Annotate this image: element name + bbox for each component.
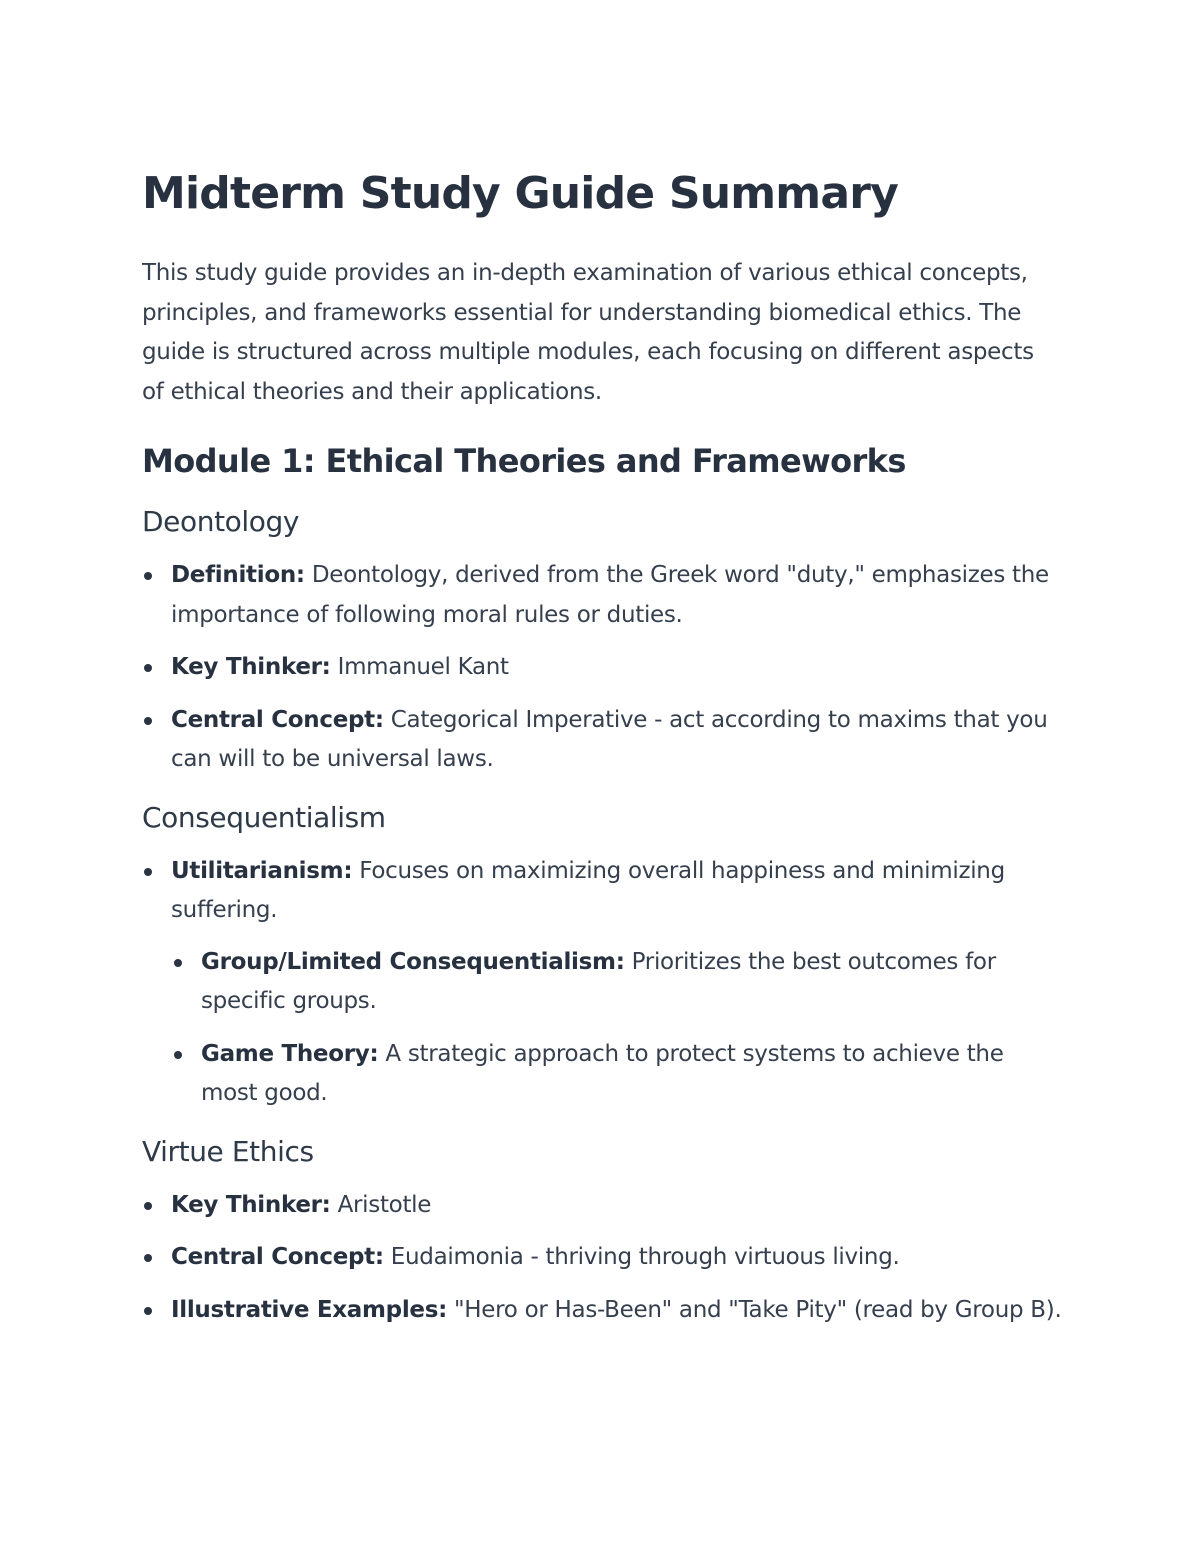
page-title: Midterm Study Guide Summary: [142, 168, 899, 219]
list-item: Central Concept: Categorical Imperative - act according to maxims that you can will to be universal laws.: [142, 701, 1062, 780]
bullet-icon: [144, 868, 152, 876]
item-label: Game Theory: [201, 1040, 370, 1067]
deontology-heading: Deontology: [142, 505, 300, 538]
bullet-icon: [174, 1051, 182, 1059]
item-text: "Hero or Has-Been" and "Take Pity" (read by Group B).: [447, 1296, 1062, 1323]
bullet-icon: [144, 717, 152, 725]
document-page: [142, 164, 1062, 1330]
bullet-icon: [144, 1202, 152, 1210]
item-label: Utilitarianism: [171, 857, 344, 884]
module-1-heading: Module 1: Ethical Theories and Frameworks: [142, 442, 906, 480]
item-text: Deontology, derived from the Greek word "duty," emphasizes the importance of following moral rules or duties.: [171, 562, 1049, 628]
bullet-icon: [144, 1307, 152, 1315]
item-text: Focuses on maximizing overall happiness and minimizing suffering.: [171, 857, 1005, 923]
item-text: Prioritizes the best outcomes for specific groups.: [201, 948, 996, 1014]
item-label: Key Thinker: [171, 654, 322, 680]
list-item: Game Theory: A strategic approach to protect systems to achieve the most good.: [172, 1035, 1062, 1114]
item-label: Illustrative Examples: [171, 1296, 439, 1323]
consequentialism-heading: Consequentialism: [142, 800, 386, 834]
virtue-ethics-list: [142, 1186, 1062, 1331]
bullet-icon: [144, 664, 152, 672]
item-label: Key Thinker: [171, 1191, 322, 1218]
item-text: Categorical Imperative - act according to maxims that you can will to be universal laws.: [171, 706, 1048, 772]
bullet-icon: [144, 572, 152, 580]
item-label: Central Concept: [171, 706, 375, 733]
list-item: Key Thinker: Aristotle: [142, 1186, 1062, 1226]
consequentialism-list: [142, 852, 1062, 931]
item-text: Aristotle: [330, 1191, 432, 1218]
item-label: Central Concept: [171, 1244, 375, 1270]
list-item: Illustrative Examples: "Hero or Has-Been" and "Take Pity" (read by Group B).: [142, 1291, 1062, 1331]
bullet-icon: [174, 959, 182, 967]
item-label: Group/Limited Consequentialism: [201, 948, 616, 975]
consequentialism-sublist: [142, 943, 1062, 1114]
deontology-list: [142, 556, 1062, 780]
intro-paragraph: This study guide provides an in-depth examination of various ethical concepts, principles, and frameworks essential for understanding biomedical ethics. The guide is structured across multiple modules, each focusing on different aspects of ethical theories and their applications.: [142, 260, 1034, 405]
list-item: Utilitarianism: Focuses on maximizing overall happiness and minimizing suffering.: [142, 852, 1062, 931]
virtue-ethics-heading: Virtue Ethics: [142, 1134, 314, 1168]
list-item: Definition: Deontology, derived from the Greek word "duty," emphasizes the importance of following moral rules or duties.: [142, 556, 1062, 635]
bullet-icon: [144, 1254, 152, 1262]
list-item: Central Concept: Eudaimonia - thriving through virtuous living.: [142, 1238, 1062, 1278]
item-text: Eudaimonia - thriving through virtuous living.: [383, 1244, 900, 1270]
list-item: Group/Limited Consequentialism: Prioritizes the best outcomes for specific groups.: [172, 943, 1062, 1022]
item-text: A strategic approach to protect systems to achieve the most good.: [201, 1040, 1004, 1106]
list-item: Key Thinker: Immanuel Kant: [142, 648, 1062, 688]
item-label: Definition: [171, 562, 296, 588]
item-text: Immanuel Kant: [330, 654, 509, 680]
